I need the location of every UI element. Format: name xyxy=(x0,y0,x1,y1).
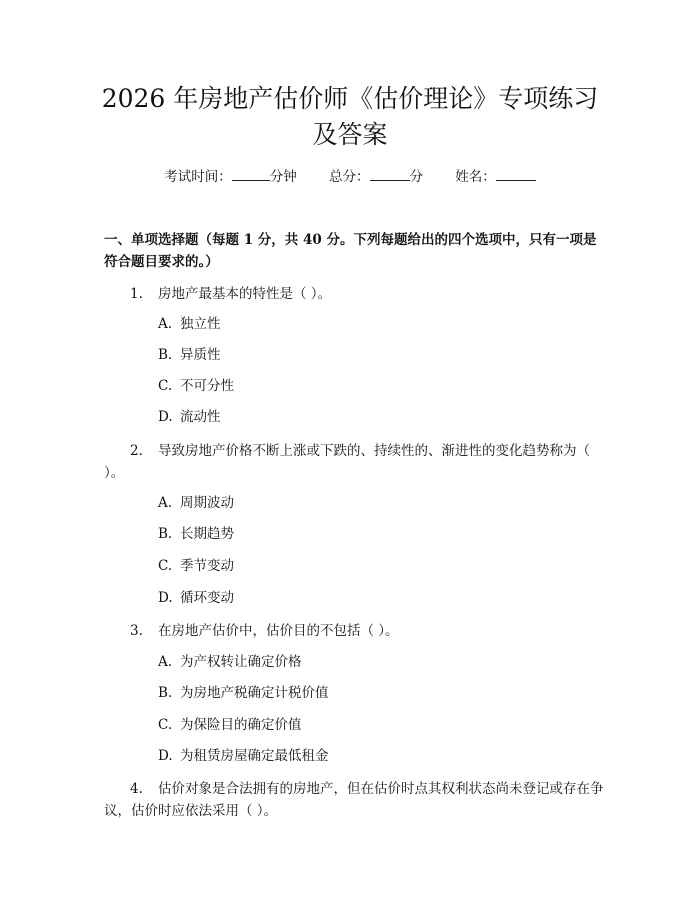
option-text: 不可分性 xyxy=(180,378,234,394)
option-text: 为保险目的确定价值 xyxy=(180,717,302,733)
option-1d xyxy=(158,407,221,427)
total-score-field xyxy=(329,166,423,187)
option-1c xyxy=(158,376,234,396)
total-score-label: 总分： xyxy=(329,169,370,185)
option-letter: D. xyxy=(158,590,173,606)
option-letter: A. xyxy=(158,654,173,670)
exam-info xyxy=(0,166,700,187)
page-title-line1: 2026 年房地产估价师《估价理论》专项练习 xyxy=(101,84,599,113)
section-heading: 一、单项选择题（每题 1 分，共 40 分。下列每题给出的四个选项中，只有一项是符合题目要求的。） xyxy=(104,232,597,270)
question-4 xyxy=(104,778,604,822)
option-text: 为租赁房屋确定最低租金 xyxy=(180,748,329,764)
option-3c xyxy=(158,715,302,735)
option-1b xyxy=(158,345,221,365)
option-3a xyxy=(158,652,302,672)
option-letter: C. xyxy=(158,558,173,574)
exam-time-field xyxy=(164,166,297,187)
exam-time-blank xyxy=(232,166,270,181)
question-text: 在房地产估价中，估价目的不包括（ ）。 xyxy=(158,623,399,639)
option-3d xyxy=(158,746,329,766)
option-text: 为产权转让确定价格 xyxy=(180,654,302,670)
option-text: 季节变动 xyxy=(180,558,234,574)
option-text: 独立性 xyxy=(180,316,221,332)
option-letter: D. xyxy=(158,409,173,425)
total-score-blank xyxy=(370,166,410,181)
page-title-line2: 及答案 xyxy=(312,120,388,149)
option-text: 为房地产税确定计税价值 xyxy=(180,685,329,701)
exam-time-label: 考试时间： xyxy=(164,169,232,185)
option-letter: A. xyxy=(158,495,173,511)
total-score-unit: 分 xyxy=(409,169,423,185)
question-number: 1. xyxy=(130,286,143,302)
option-2d xyxy=(158,588,234,608)
question-2 xyxy=(104,440,604,484)
exam-time-unit: 分钟 xyxy=(269,169,297,185)
option-letter: B. xyxy=(158,526,173,542)
option-text: 循环变动 xyxy=(180,590,234,606)
question-text: 估价对象是合法拥有的房地产，但在估价时点其权利状态尚未登记或存在争议，估价时应依法采用（ ）。 xyxy=(104,781,604,819)
option-letter: B. xyxy=(158,347,173,363)
question-1 xyxy=(104,283,604,305)
name-label: 姓名： xyxy=(455,169,496,185)
option-letter: C. xyxy=(158,378,173,394)
question-number: 4. xyxy=(130,781,143,797)
question-3 xyxy=(104,620,604,642)
question-text: 导致房地产价格不断上涨或下跌的、持续性的、渐进性的变化趋势称为（ ）。 xyxy=(104,443,590,481)
option-text: 流动性 xyxy=(180,409,221,425)
option-letter: B. xyxy=(158,685,173,701)
option-2b xyxy=(158,524,234,544)
option-3b xyxy=(158,683,329,703)
option-text: 周期波动 xyxy=(180,495,234,511)
option-letter: A. xyxy=(158,316,173,332)
question-text: 房地产最基本的特性是（ ）。 xyxy=(158,286,332,302)
option-text: 长期趋势 xyxy=(180,526,234,542)
question-number: 2. xyxy=(130,443,143,459)
option-letter: D. xyxy=(158,748,173,764)
name-blank xyxy=(496,166,536,181)
option-2a xyxy=(158,493,234,513)
question-number: 3. xyxy=(130,623,143,639)
name-field xyxy=(455,166,536,187)
option-2c xyxy=(158,556,234,576)
option-letter: C. xyxy=(158,717,173,733)
option-1a xyxy=(158,314,221,334)
option-text: 异质性 xyxy=(180,347,221,363)
